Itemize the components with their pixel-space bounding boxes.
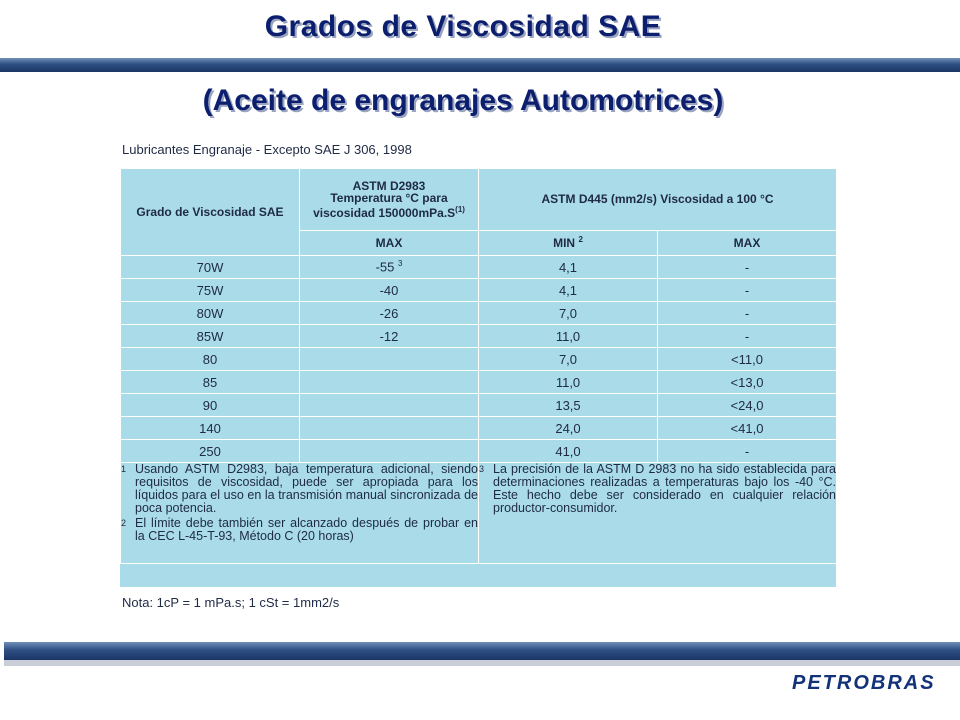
cell-temp (300, 394, 479, 417)
cell-grade: 75W (121, 279, 300, 302)
header-astm-d2983-line2: Temperatura °C para (330, 190, 448, 205)
table-row (121, 417, 837, 440)
slide-subtitle: (Aceite de engranajes Automotrices) (202, 84, 724, 117)
cell-max: <13,0 (658, 371, 837, 394)
table-row (121, 394, 837, 417)
cell-min: 7,0 (479, 302, 658, 325)
header-min-label: MIN (553, 236, 576, 251)
header-min-sup: 2 (578, 235, 583, 245)
table-header-row (121, 169, 837, 231)
cell-temp: -40 (300, 279, 479, 302)
cell-temp (300, 440, 479, 463)
cell-min: 41,0 (479, 440, 658, 463)
header-max-visc: MAX (658, 230, 837, 255)
cell-grade: 250 (121, 440, 300, 463)
header-astm-d2983-sup: (1) (455, 204, 465, 214)
footnote-1 (121, 463, 478, 515)
header-grade: Grado de Viscosidad SAE (121, 169, 300, 256)
footnote-1-number: 1 (121, 464, 127, 474)
table-row (121, 279, 837, 302)
table-row (121, 302, 837, 325)
cell-max: - (658, 440, 837, 463)
slide-title: Grados de Viscosidad SAE (264, 10, 662, 43)
footnote-1-text: Usando ASTM D2983, baja temperatura adicional, siendo requisitos de viscosidad, puede ser apropiada para los líquidos para el uso en la transmisión manual sincronizada de poca potencia. (135, 462, 478, 515)
header-astm-d2983-line3: viscosidad 150000mPa.S (313, 205, 456, 220)
header-min-visc (479, 230, 658, 255)
footnote-3 (479, 463, 836, 515)
table-note: Nota: 1cP = 1 mPa.s; 1 cSt = 1mm2/s (122, 595, 340, 610)
cell-max: - (658, 279, 837, 302)
footnote-2 (121, 517, 478, 543)
cell-min: 24,0 (479, 417, 658, 440)
cell-min: 11,0 (479, 371, 658, 394)
cell-grade: 80 (121, 348, 300, 371)
bottom-divider-bar (4, 642, 960, 660)
footnote-3-text: La precisión de la ASTM D 2983 no ha sido establecida para determinaciones realizadas a temperaturas bajo los -40 °C. Este hecho debe ser considerado en cualquier relación productor-consumidor. (493, 462, 837, 515)
cell-min: 13,5 (479, 394, 658, 417)
cell-grade: 85 (121, 371, 300, 394)
cell-temp (300, 371, 479, 394)
cell-temp (300, 417, 479, 440)
header-astm-d2983-line1: ASTM D2983 (352, 178, 426, 193)
table-row (121, 256, 837, 279)
table-row (121, 371, 837, 394)
petrobras-logo: PETROBRAS (792, 672, 936, 694)
header-astm-d445: ASTM D445 (mm2/s) Viscosidad a 100 °C (479, 169, 837, 231)
viscosity-table (120, 168, 837, 564)
cell-min: 11,0 (479, 325, 658, 348)
footnotes-row (121, 463, 837, 564)
footnotes-right (479, 463, 837, 564)
cell-grade: 85W (121, 325, 300, 348)
table-row (121, 440, 837, 463)
cell-min: 7,0 (479, 348, 658, 371)
footnote-2-text: El límite debe también ser alcanzado después de probar en la CEC L-45-T-93, Método C (20 horas) (135, 516, 478, 543)
footnote-2-number: 2 (121, 518, 127, 528)
footnote-3-number: 3 (479, 464, 485, 474)
cell-max: <24,0 (658, 394, 837, 417)
cell-max: - (658, 325, 837, 348)
cell-temp-sup: 3 (397, 259, 403, 269)
cell-temp (300, 348, 479, 371)
header-max-temp: MAX (300, 230, 479, 255)
cell-temp: -12 (300, 325, 479, 348)
cell-max: <41,0 (658, 417, 837, 440)
cell-min: 4,1 (479, 256, 658, 279)
cell-grade: 90 (121, 394, 300, 417)
top-divider-bar (0, 58, 960, 72)
cell-max: - (658, 302, 837, 325)
cell-temp-value: -55 (375, 259, 395, 275)
viscosity-table-panel (120, 168, 836, 587)
header-astm-d2983 (300, 169, 479, 231)
table-row (121, 348, 837, 371)
table-row (121, 325, 837, 348)
cell-max: - (658, 256, 837, 279)
cell-grade: 140 (121, 417, 300, 440)
cell-grade: 80W (121, 302, 300, 325)
cell-temp: -26 (300, 302, 479, 325)
cell-max: <11,0 (658, 348, 837, 371)
footnotes-left (121, 463, 479, 564)
cell-grade: 70W (121, 256, 300, 279)
table-caption: Lubricantes Engranaje - Excepto SAE J 306, 1998 (122, 142, 412, 157)
cell-temp (300, 256, 479, 279)
cell-min: 4,1 (479, 279, 658, 302)
